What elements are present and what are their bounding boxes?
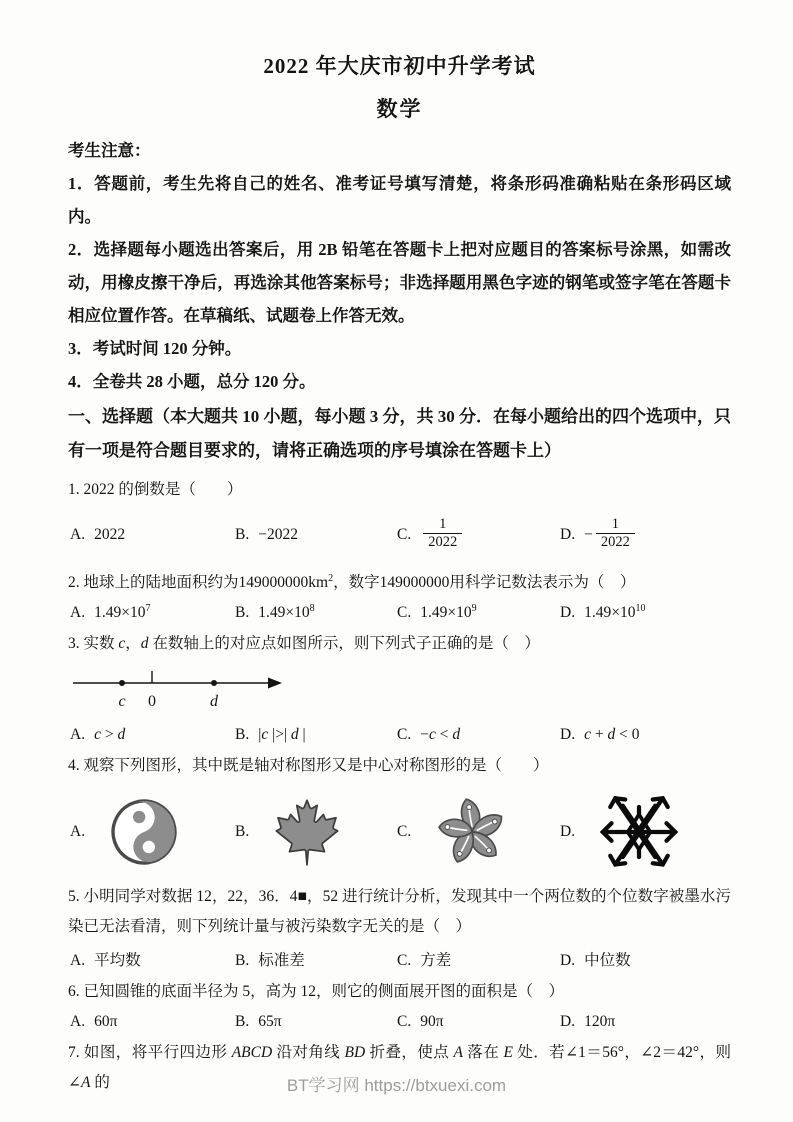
option-text: c > d	[94, 726, 126, 743]
option-text: −2022	[258, 526, 298, 543]
option-text: 标准差	[258, 952, 305, 969]
notice-item-4: 4．全卷共 28 小题，总分 120 分。	[68, 372, 316, 391]
question-1-stem: 1. 2022 的倒数是（ ）	[68, 481, 243, 498]
option-label: B.	[235, 823, 250, 840]
number-line-figure	[70, 669, 731, 720]
option-label: B.	[235, 1013, 250, 1030]
question-2-options	[70, 604, 731, 622]
option-text: 方差	[420, 952, 452, 969]
notice-item-1: 1．答题前，考生先将自己的姓名、准考证号填写清楚，将条形码准确粘贴在条形码区域内。	[68, 174, 731, 226]
number-line-label-c: c	[118, 693, 126, 710]
question-6-options	[70, 1013, 731, 1031]
option-text: 90π	[420, 1013, 444, 1030]
option-label: B.	[235, 526, 250, 543]
option-label: A.	[70, 526, 86, 543]
option-label: C.	[397, 525, 412, 543]
question-5-options	[70, 948, 731, 970]
option-text: 65π	[258, 1013, 282, 1030]
option-text: $1.49\times 10^{10}$	[584, 602, 646, 621]
option-label: B.	[235, 604, 250, 621]
bauhinia-flower-icon	[434, 793, 510, 871]
question-1-options	[70, 509, 731, 561]
notice-heading: 考生注意：	[68, 141, 151, 160]
watermark: BT学习网 https://btxuexi.com	[286, 1076, 507, 1095]
option-text: 2022	[94, 526, 126, 543]
option-label: D.	[560, 823, 576, 840]
notice-item-2: 2．选择题每小题选出答案后，用 2B 铅笔在答题卡上把对应题目的答案标号涂黑，如需改动，用橡皮擦干净后，再选涂其他答案标号；非选择题用黑色字迹的钢笔或签字笔在答题卡相应位置作答。在草稿纸、试题卷上作答无效。	[68, 240, 731, 325]
question-7-stem: 7. 如图，将平行四边形 ABCD 沿对角线 BD 折叠，使点 A 落在 E 处．若∠1＝56°，∠2＝42°，则∠A 的	[68, 1044, 731, 1091]
option-label: C.	[397, 726, 412, 743]
option-text: − $\frac{1}{2022}$	[584, 526, 636, 543]
question-4-stem: 4. 观察下列图形，其中既是轴对称图形又是中心对称图形的是（ ）	[68, 757, 549, 774]
option-label: C.	[397, 1013, 412, 1030]
option-text: −c < d	[420, 726, 461, 743]
option-text: c + d < 0	[584, 726, 640, 743]
option-label: D.	[560, 1013, 576, 1030]
snowflake-icon	[598, 792, 680, 872]
option-text: 60π	[94, 1013, 118, 1030]
page-title: 2022 年大庆市初中升学考试	[263, 54, 536, 78]
question-3-options	[70, 726, 731, 744]
yin-yang-icon	[108, 796, 180, 868]
option-label: D.	[560, 525, 576, 543]
question-2-stem: 2. 地球上的陆地面积约为$149000000km^2$，数字149000000用科学记数法表示为（ ）	[68, 572, 636, 591]
section-heading: 一、选择题（本大题共 10 小题，每小题 3 分，共 30 分．在每小题给出的四个选项中，只有一项是符合题目要求的，请将正确选项的序号填涂在答题卡上）	[68, 407, 731, 460]
option-text: $1.49\times 10^7$	[94, 602, 151, 621]
option-text: 120π	[584, 1013, 616, 1030]
option-label: D.	[560, 604, 576, 621]
option-label: A.	[70, 1013, 86, 1030]
number-line-label-0: 0	[148, 693, 156, 710]
option-label: A.	[70, 604, 86, 621]
question-3-stem: 3. 实数 c，d 在数轴上的对应点如图所示，则下列式子正确的是（ ）	[68, 635, 540, 652]
question-5-stem: 5. 小明同学对数据 12，22，36．4■，52 进行统计分析，发现其中一个两位数的个位数字被墨水污染已无法看清，则下列统计量与被污染数字无关的是（ ）	[68, 888, 731, 935]
page-subtitle: 数学	[376, 97, 423, 121]
option-label: C.	[397, 952, 412, 969]
option-label: A.	[70, 823, 86, 840]
notice-item-3: 3．考试时间 120 分钟。	[68, 339, 242, 358]
number-line-icon	[70, 669, 300, 715]
option-label: D.	[560, 952, 576, 969]
option-text: |c |>| d |	[258, 726, 306, 743]
maple-leaf-icon	[272, 794, 342, 870]
option-label: A.	[70, 952, 86, 969]
option-label: C.	[397, 604, 412, 621]
option-text: 中位数	[584, 952, 631, 969]
option-label: C.	[397, 823, 412, 840]
question-6-stem: 6. 已知圆锥的底面半径为 5，高为 12，则它的侧面展开图的面积是（ ）	[68, 983, 565, 1000]
option-text: $1.49\times 10^8$	[258, 602, 315, 621]
option-label: B.	[235, 726, 250, 743]
number-line-label-d: d	[210, 693, 218, 710]
option-label: D.	[560, 726, 576, 743]
option-label: B.	[235, 952, 250, 969]
option-text: 平均数	[94, 952, 141, 969]
option-text: $\frac{1}{2022}$	[420, 526, 463, 543]
option-label: A.	[70, 726, 86, 743]
option-text: $1.49\times 10^9$	[420, 602, 477, 621]
question-4-options	[70, 789, 731, 875]
